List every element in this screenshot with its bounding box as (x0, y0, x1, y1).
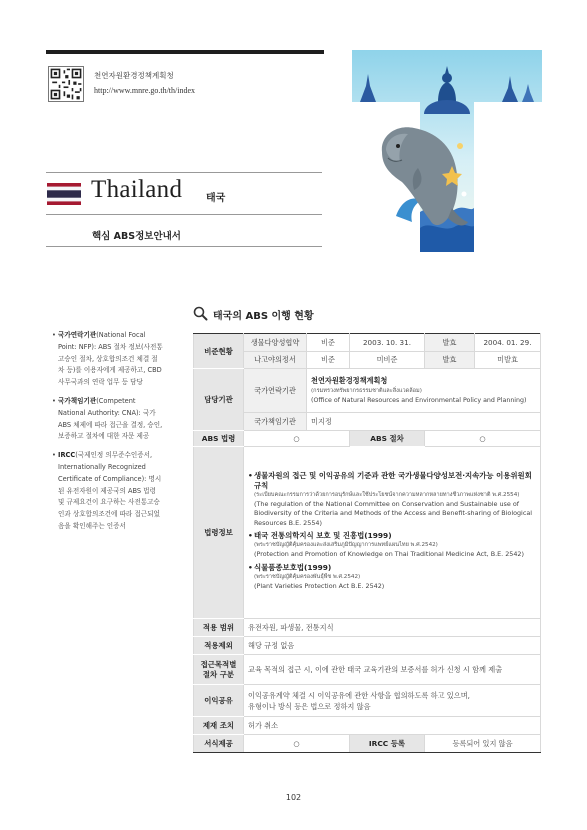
cna-value: 미지정 (307, 413, 541, 431)
benefit-sharing-line: 이익공유계약 체결 시 이익공유에 관한 사항을 협의하도록 하고 있으며, (248, 690, 470, 700)
special-procedure-label: 접근목적별 절차 구분 (194, 655, 244, 685)
abs-procedure-label: ABS 절차 (350, 431, 425, 447)
nfp-name-en: (Office of Natural Resources and Environmental Policy and Planning) (311, 396, 527, 404)
treaty-date: 2003. 10. 31. (350, 334, 425, 352)
ratification-label: 비준현황 (194, 334, 244, 369)
treaty-status: 비준 (307, 334, 350, 352)
special-procedure-value: 교육 목적의 접근 시, 이에 관한 태국 교육기관의 보증서를 허가 신청 시 함께 제출 (244, 655, 541, 685)
sidebar-definitions (52, 330, 164, 540)
nfp-label: 국가연락기관 (244, 369, 307, 413)
manatee-illustration (352, 50, 542, 252)
country-name: Thailand (91, 176, 183, 203)
law-title-english: (Protection and Promotion of Knowledge on Thai Traditional Medicine Act, B.E. 2542) (254, 550, 524, 559)
form-provision-value: ○ (244, 735, 350, 753)
definition-item (52, 396, 164, 443)
law-title: • 태국 전통의학지식 보호 및 진흥법(1999) (248, 531, 536, 541)
agency-label: 담당기관 (194, 369, 244, 431)
abs-law-value: ○ (244, 431, 350, 447)
law-title-english: (Plant Varieties Protection Act B.E. 2542) (254, 581, 385, 590)
law-title: • 생물자원의 접근 및 이익공유의 기준과 관한 국가생물다양성보전·지속가능 이용위원회 규칙 (248, 471, 536, 491)
scope-label: 적용 범위 (194, 619, 244, 637)
benefit-sharing-line: 유형이나 방식 등은 법으로 정하지 않음 (248, 701, 371, 711)
definition-term: 국가책임기관 (58, 396, 97, 405)
definition-term: 국가연락기관 (58, 331, 97, 339)
law-title-thai: (ระเบียบคณะกรรมการว่าด้วยการอนุรักษ์และใช้ประโยชน์จากความหลากหลายทางชีวภาพแห่งชาติ พ.ศ.2554) (254, 491, 520, 498)
effect-date: 미발효 (475, 352, 541, 369)
definition-item (52, 330, 164, 389)
definition-text: (국제인정 의무준수인증서, Internationally Recognized Certificate of Compliance): 명시된 유전자원이 제공국의 ABS 법령 및 규제요건이 요구하는 사전통고승인과 상호합의조건에 따라 접근되었음을 확인해주는 인증서 (58, 451, 162, 530)
ircc-label: IRCC 등록 (350, 735, 425, 753)
effect-date: 2004. 01. 29. (475, 334, 541, 352)
qr-code-icon (48, 66, 84, 102)
section-title: 태국의 ABS 이행 현황 (213, 311, 314, 322)
law-title-thai: (พระราชบัญญัติคุ้มครองและส่งเสริมภูมิปัญญาการแพทย์แผนไทย พ.ศ.2542) (254, 542, 438, 549)
ircc-value: 등록되어 있지 않음 (425, 735, 541, 753)
law-list (248, 467, 536, 599)
effect-label: 발효 (425, 334, 475, 352)
nfp-name-th: (กรมทรวงทรัพยากรธรรมชาติและสิ่งแวดล้อม) (311, 387, 422, 394)
law-title-english: (The regulation of the National Committee on Conservation and Sustainable use of Biodiversity of the Criteria and Methods of the Access and Benefit-sharing of Biological Resources B.E. 2554) (254, 499, 533, 527)
treaty-date: 미비준 (350, 352, 425, 369)
effect-label: 발효 (425, 352, 475, 369)
law-title-thai: (พระราชบัญญัติคุ้มครองพันธุ์พืช พ.ศ.2542) (254, 573, 361, 580)
sanction-label: 제재 조치 (194, 717, 244, 735)
guide-subtitle: 핵심 ABS정보안내서 (92, 231, 181, 242)
divider (46, 246, 322, 247)
page-number: 102 (285, 793, 302, 802)
definition-text: (Competent National Authority: CNA): 국가 ABS 체제에 따라 접근을 결정, 승인, 보증하고 절차에 대한 자문 제공 (58, 396, 163, 441)
org-name: 천연자원환경정책계획청 (94, 71, 174, 80)
magnifier-icon (193, 306, 208, 321)
thailand-flag-icon (47, 183, 81, 205)
divider (46, 214, 322, 215)
treaty-name: 나고야의정서 (244, 352, 307, 369)
sanction-value: 허가 취소 (244, 717, 541, 735)
definition-text: (National Focal Point: NFP): ABS 절차 정보(사전통고승인 절차, 상호합의조건 체결 절차 등)를 이용자에게 제공하고, CBD 사무국과의 연락 업무 등 담당 (58, 331, 163, 387)
form-provision-label: 서식제공 (194, 735, 244, 753)
definition-term: IRCC (58, 451, 76, 460)
abs-status-table (193, 333, 541, 753)
top-rule (46, 50, 324, 54)
country-name-ko: 태국 (206, 193, 226, 204)
cna-label: 국가책임기관 (244, 413, 307, 431)
benefit-sharing-label: 이익공유 (194, 685, 244, 717)
abs-law-label: ABS 법령 (194, 431, 244, 447)
treaty-status: 비준 (307, 352, 350, 369)
org-url-link[interactable]: http://www.mnre.go.th/th/index (94, 86, 196, 95)
divider (46, 172, 322, 173)
nfp-name-ko: 천연자원환경정책계획청 (311, 375, 388, 385)
definition-item (52, 450, 164, 533)
law-title: • 식물품종보호법(1999) (248, 563, 536, 573)
exclusion-label: 적용제외 (194, 637, 244, 655)
scope-value: 유전자원, 파생물, 전통지식 (244, 619, 541, 637)
laws-label: 법령정보 (194, 447, 244, 619)
abs-procedure-value: ○ (425, 431, 541, 447)
treaty-name: 생물다양성협약 (244, 334, 307, 352)
exclusion-value: 해당 규정 없음 (244, 637, 541, 655)
